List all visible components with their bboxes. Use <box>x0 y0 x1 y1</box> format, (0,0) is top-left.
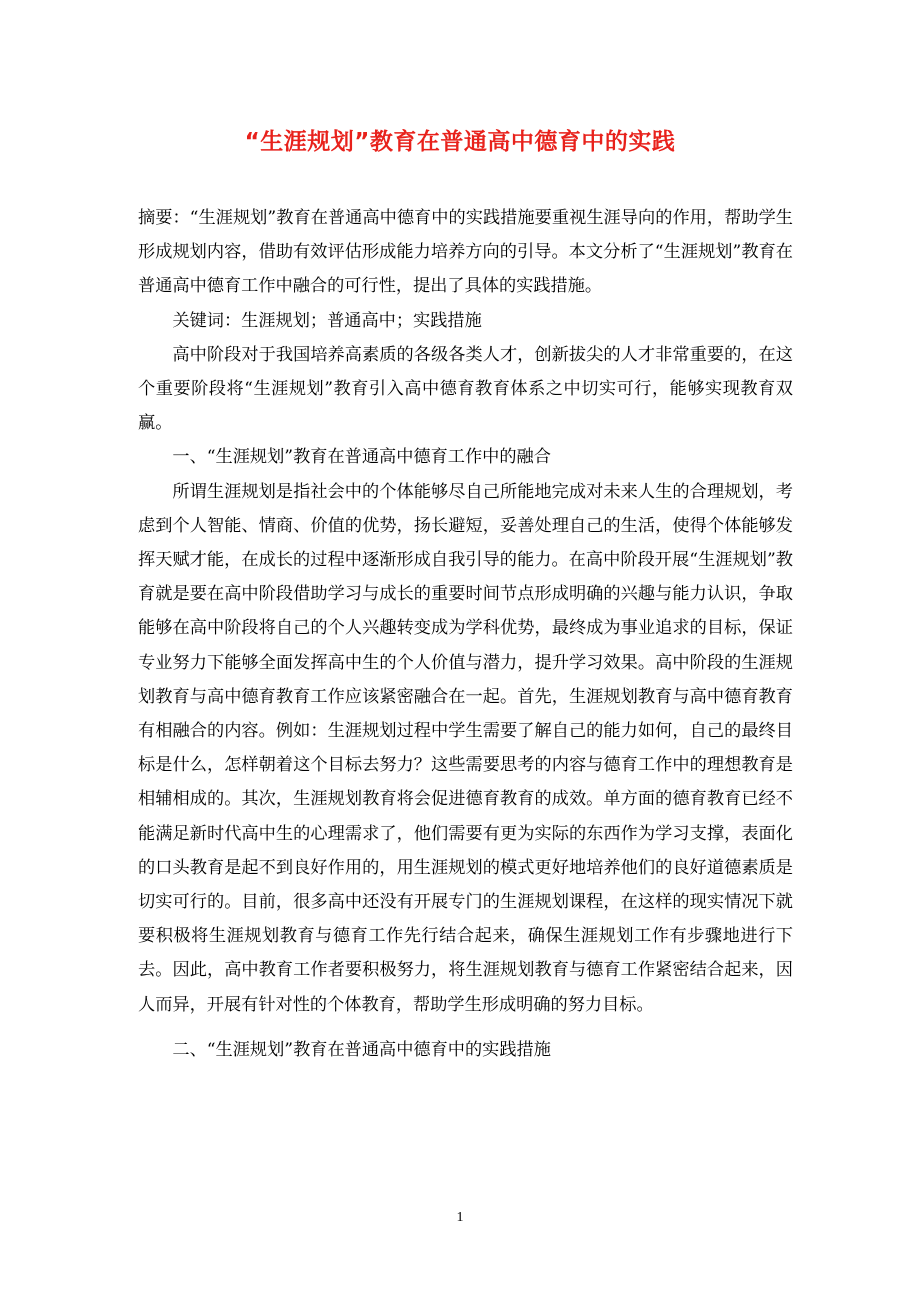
section-2-heading: 二、“生涯规划”教育在普通高中德育中的实践措施 <box>172 1039 551 1060</box>
abstract-paragraph: 摘要：“生涯规划”教育在普通高中德育中的实践措施要重视生涯导向的作用，帮助学生形成规划内容，借助有效评估形成能力培养方向的引导。本文分析了“生涯规划”教育在普通高中德育工作中融合的可行性，提出了具体的实践措施。 <box>138 208 793 297</box>
section-1-heading: 一、“生涯规划”教育在普通高中德育工作中的融合 <box>172 447 551 468</box>
intro-paragraph: 高中阶段对于我国培养高素质的各级各类人才，创新拔尖的人才非常重要的，在这个重要阶段将“生涯规划”教育引入高中德育教育体系之中切实可行，能够实现教育双赢。 <box>138 344 793 434</box>
page-number: 1 <box>456 1210 464 1225</box>
section-1-paragraph: 所谓生涯规划是指社会中的个体能够尽自己所能地完成对未来人生的合理规划，考虑到个人智能、情商、价值的优势，扬长避短，妥善处理自己的生活，使得个体能够发挥天赋才能，在成长的过程中逐渐形成自我引导的能力。在高中阶段开展“生涯规划”教育就是要在高中阶段借助学习与成长的重要时间节点形成明确的兴趣与能力认识，争取能够在高中阶段将自己的个人兴趣转变成为学科优势，最终成为事业追求的目标，保证专业努力下能够全面发挥高中生的个人价值与潜力，提升学习效果。高中阶段的生涯规划教育与高中德育教育工作应该紧密融合在一起。首先，生涯规划教育与高中德育教育有相融合的内容。例如：生涯规划过程中学生需要了解自己的能力如何，自己的最终目标是什么，怎样朝着这个目标去努力？这些需要思考的内容与德育工作中的理想教育是相辅相成的。其次，生涯规划教育将会促进德育教育的成效。单方面的德育教育已经不能满足新时代高中生的心理需求了，他们需要有更为实际的东西作为学习支撑，表面化的口头教育是起不到良好作用的，用生涯规划的模式更好地培养他们的良好道德素质是切实可行的。目前，很多高中还没有开展专门的生涯规划课程，在这样的现实情况下就要积极将生涯规划教育与德育工作先行结合起来，确保生涯规划工作有步骤地进行下去。因此，高中教育工作者要积极努力，将生涯规划教育与德育工作紧密结合起来，因人而异，开展有针对性的个体教育，帮助学生形成明确的努力目标。 <box>138 481 793 1015</box>
document-title: “生涯规划”教育在普通高中德育中的实践 <box>244 129 676 155</box>
document-body <box>138 201 793 1067</box>
keywords-line: 关键词：生涯规划；普通高中；实践措施 <box>172 310 482 331</box>
